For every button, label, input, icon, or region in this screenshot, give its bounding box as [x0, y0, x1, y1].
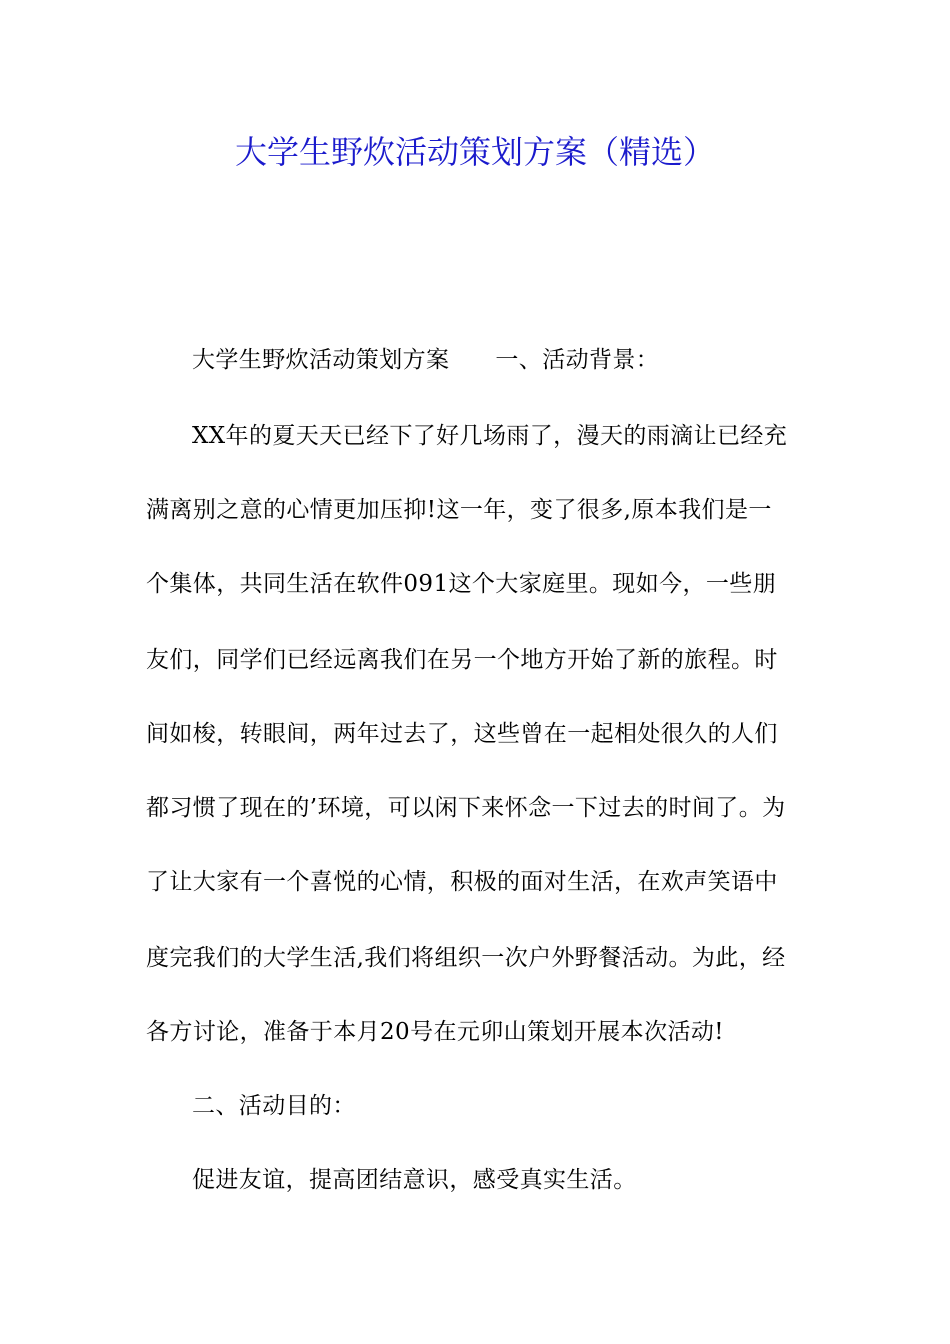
paragraph-line: 各方讨论，准备于本月20号在元卯山策划开展本次活动!: [146, 1019, 724, 1045]
intro-line: [192, 342, 856, 378]
paragraph-line: 个集体，共同生活在软件091这个大家庭里。现如今，一些朋: [146, 571, 777, 597]
section-2-heading: 二、活动目的：: [192, 1093, 356, 1119]
paragraph-line: XX年的夏天天已经下了好几场雨了，漫天的雨滴让已经充: [192, 423, 788, 449]
page-title: 大学生野炊活动策划方案（精选）: [234, 133, 715, 171]
paragraph-line: 间如梭，转眼间，两年过去了，这些曾在一起相处很久的人们: [146, 721, 778, 747]
paragraph-line: 友们，同学们已经远离我们在另一个地方开始了新的旅程。时: [146, 647, 778, 673]
paragraph-line: 满离别之意的心情更加压抑!这一年，变了很多,原本我们是一: [146, 497, 772, 523]
paragraph-line: 都习惯了现在的’环境，可以闲下来怀念一下过去的时间了。为: [146, 795, 786, 821]
paragraph-line: 了让大家有一个喜悦的心情，积极的面对生活，在欢声笑语中: [146, 869, 778, 895]
paragraph-line: 度完我们的大学生活,我们将组织一次户外野餐活动。为此，经: [146, 945, 786, 971]
section-2-text: 促进友谊，提高团结意识，感受真实生活。: [192, 1167, 637, 1193]
section-1-heading: 一、活动背景：: [495, 347, 660, 373]
document-name: 大学生野炊活动策划方案: [192, 347, 450, 373]
